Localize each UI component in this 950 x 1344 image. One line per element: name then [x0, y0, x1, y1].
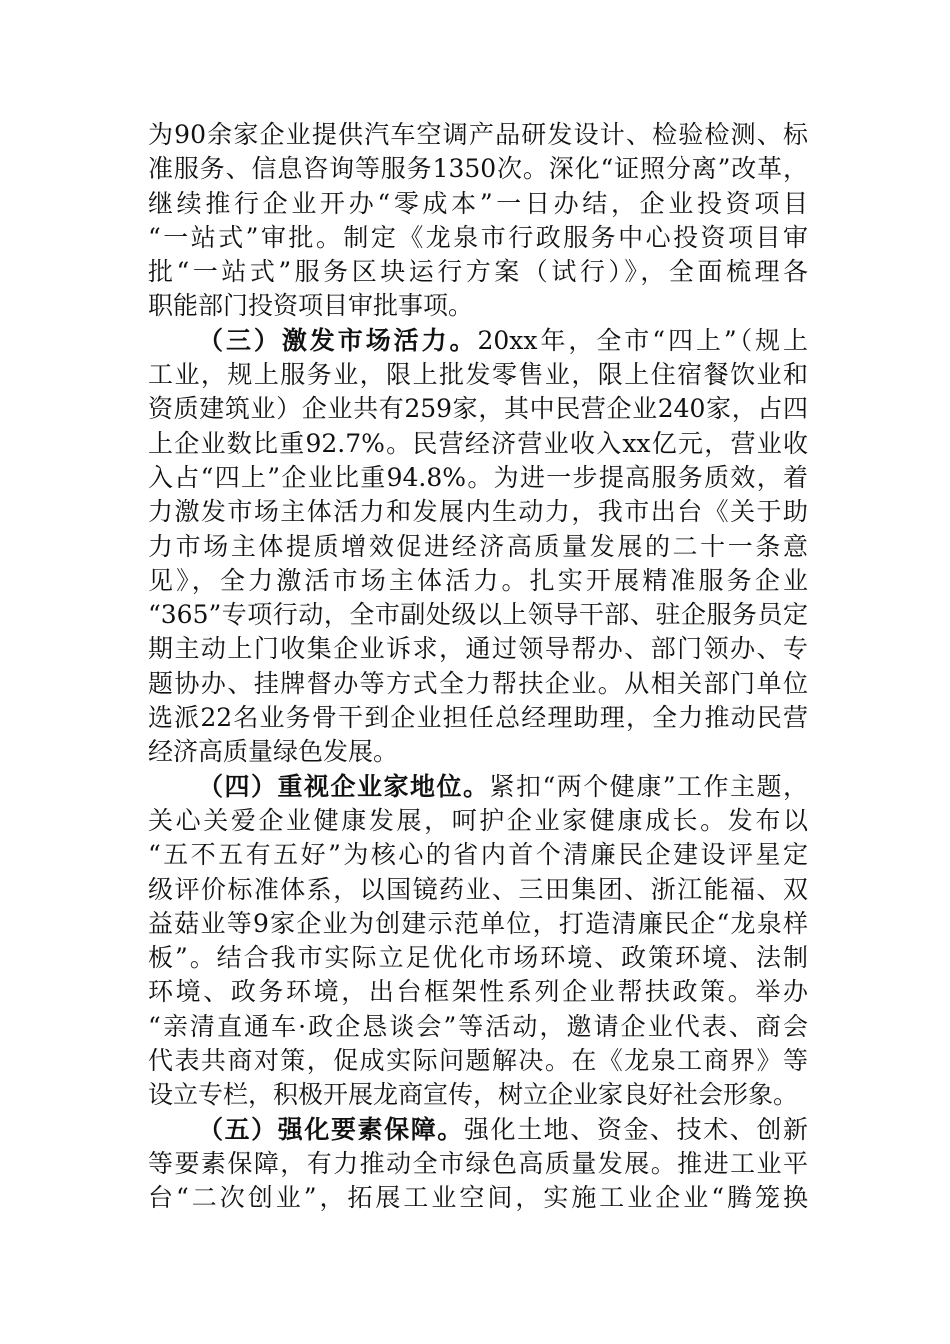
paragraph-line: 经济高质量绿色发展。	[148, 737, 399, 767]
section-heading: （四）重视企业家地位。	[198, 771, 490, 801]
section-heading: （三）激发市场活力。	[198, 325, 478, 355]
paragraph-text: 20xx年，全市“四上”（规上	[477, 325, 808, 355]
paragraph-line: 益菇业等9家企业为创建示范单位，打造清廉民企“龙泉样	[148, 908, 808, 938]
paragraph-line: 为90余家企业提供汽车空调产品研发设计、检验检测、标	[148, 120, 808, 149]
paragraph-line: “一站式”审批。制定《龙泉市行政服务中心投资项目审	[148, 222, 808, 252]
body-text	[148, 118, 808, 1216]
paragraph-line: 职能部门投资项目审批事项。	[148, 291, 474, 321]
paragraph-line: 关心关爱企业健康发展，呵护企业家健康成长。发布以	[148, 805, 808, 835]
section-heading-line	[148, 1113, 808, 1147]
paragraph-line: “五不五有五好”为核心的省内首个清廉民企建设评星定	[148, 840, 808, 870]
section-heading-line	[148, 324, 808, 358]
paragraph-line: 工业，规上服务业，限上批发零售业，限上住宿餐饮业和	[148, 360, 808, 390]
paragraph-line: 批“一站式”服务区块运行方案（试行）》，全面梳理各	[148, 257, 808, 287]
paragraph-line: 代表共商对策，促成实际问题解决。在《龙泉工商界》等	[148, 1046, 808, 1076]
paragraph-line: 板”。结合我市实际立足优化市场环境、政策环境、法制	[148, 943, 808, 973]
paragraph-line: 题协办、挂牌督办等方式全力帮扶企业。从相关部门单位	[148, 668, 808, 698]
paragraph-line: “365”专项行动，全市副处级以上领导干部、驻企服务员定	[148, 600, 808, 630]
paragraph-line: 力激发市场主体活力和发展内生动力，我市出台《关于助	[148, 497, 808, 527]
paragraph-line: 准服务、信息咨询等服务1350次。深化“证照分离”改革，	[148, 154, 808, 184]
paragraph-line: 继续推行企业开办“零成本”一日办结，企业投资项目	[148, 188, 808, 218]
paragraph-line: 设立专栏，积极开展龙商宣传，树立企业家良好社会形象。	[148, 1080, 799, 1110]
paragraph-text: 强化土地、资金、技术、创新	[463, 1114, 808, 1144]
paragraph-line: “亲清直通车·政企恳谈会”等活动，邀请企业代表、商会	[148, 1011, 808, 1041]
paragraph-line: 选派22名业务骨干到企业担任总经理助理，全力推动民营	[148, 703, 808, 733]
paragraph-text: 紧扣“两个健康”工作主题，	[489, 771, 808, 801]
section-heading: （五）强化要素保障。	[198, 1114, 464, 1144]
paragraph-line: 入占“四上”企业比重94.8%。为进一步提高服务质效，着	[148, 462, 808, 492]
paragraph-line: 见》，全力激活市场主体活力。扎实开展精准服务企业	[148, 565, 808, 595]
paragraph-line: 上企业数比重92.7%。民营经济营业收入xx亿元，营业收	[148, 428, 808, 458]
paragraph-line: 期主动上门收集企业诉求，通过领导帮办、部门领办、专	[148, 634, 808, 664]
paragraph-line: 力市场主体提质增效促进经济高质量发展的二十一条意	[148, 531, 808, 561]
paragraph-line: 资质建筑业）企业共有259家，其中民营企业240家，占四	[148, 394, 808, 424]
section-heading-line	[148, 770, 808, 804]
paragraph-line: 台“二次创业”，拓展工业空间，实施工业企业“腾笼换	[148, 1183, 808, 1213]
paragraph-line: 环境、政务环境，出台框架性系列企业帮扶政策。举办	[148, 977, 808, 1007]
paragraph-line: 级评价标准体系，以国镜药业、三田集团、浙江能福、双	[148, 874, 808, 904]
paragraph-line: 等要素保障，有力推动全市绿色高质量发展。推进工业平	[148, 1148, 808, 1178]
